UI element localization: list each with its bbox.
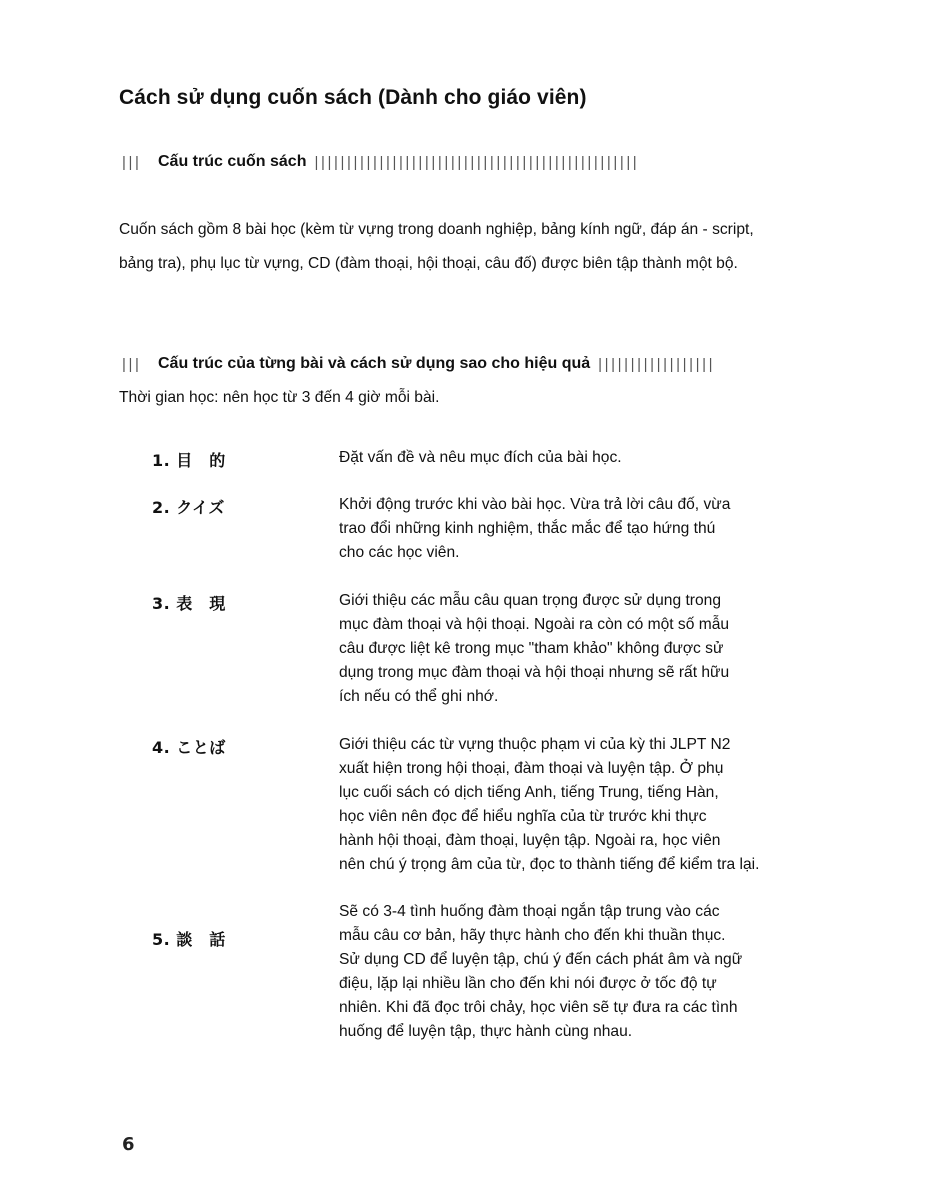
item-description-expressions	[339, 589, 779, 709]
item-label-purpose: 1. 目 的	[152, 451, 226, 470]
item-label-expressions: 3. 表 現	[152, 594, 226, 613]
item-line: Đặt vấn đề và nêu mục đích của bài học.	[339, 449, 622, 466]
section-heading-lesson-structure	[122, 352, 768, 376]
item-description-vocabulary	[339, 733, 779, 877]
item-line: học viên nên đọc để hiểu nghĩa của từ trước khi thực	[339, 808, 707, 825]
section-heading-text: Cấu trúc cuốn sách	[158, 153, 307, 170]
item-line: xuất hiện trong hội thoại, đàm thoại và luyện tập. Ở phụ	[339, 760, 724, 777]
page-number: 6	[122, 1134, 135, 1155]
item-line: trao đổi những kinh nghiệm, thắc mắc để tạo hứng thú	[339, 520, 716, 537]
study-time-text: Thời gian học: nên học từ 3 đến 4 giờ mỗi bài.	[119, 389, 440, 406]
item-line: Khởi động trước khi vào bài học. Vừa trả lời câu đố, vừa	[339, 496, 731, 513]
item-line: Sử dụng CD để luyện tập, chú ý đến cách phát âm và ngữ	[339, 951, 743, 968]
item-line: lục cuối sách có dịch tiếng Anh, tiếng Trung, tiếng Hàn,	[339, 784, 719, 801]
item-line: Giới thiệu các từ vựng thuộc phạm vi của kỳ thi JLPT N2	[339, 736, 731, 753]
item-description-quiz	[339, 493, 779, 565]
item-line: mục đàm thoại và hội thoại. Ngoài ra còn có một số mẫu	[339, 616, 730, 633]
item-line: nên chú ý trọng âm của từ, đọc to thành tiếng để kiểm tra lại.	[339, 856, 760, 873]
heading-lead-bars: |||	[122, 355, 142, 373]
item-line: dụng trong mục đàm thoại và hội thoại nhưng sẽ rất hữu	[339, 664, 730, 681]
item-line: nhiên. Khi đã đọc trôi chảy, học viên sẽ tự đưa ra các tình	[339, 999, 738, 1016]
item-description-purpose	[339, 446, 779, 470]
heading-trail-bars: ||||||||||||||||||||||||||||||||||||||||||||||||||	[314, 153, 640, 171]
item-line: điệu, lặp lại nhiều lần cho đến khi nói được ở tốc độ tự	[339, 975, 717, 992]
item-line: cho các học viên.	[339, 544, 460, 561]
section-heading-structure	[122, 150, 774, 174]
item-description-conversation	[339, 900, 779, 1044]
item-line: ích nếu có thể ghi nhớ.	[339, 688, 499, 705]
item-label-conversation: 5. 談 話	[152, 930, 226, 949]
paragraph-line: bảng tra), phụ lục từ vựng, CD (đàm thoại, hội thoại, câu đố) được biên tập thành một bộ.	[119, 255, 738, 272]
item-line: Sẽ có 3-4 tình huống đàm thoại ngắn tập trung vào các	[339, 903, 720, 920]
item-line: huống để luyện tập, thực hành cùng nhau.	[339, 1023, 633, 1040]
item-label-quiz: 2. クイズ	[152, 498, 225, 517]
heading-lead-bars: |||	[122, 153, 142, 171]
item-label-vocabulary: 4. ことば	[152, 738, 226, 757]
page-title: Cách sử dụng cuốn sách (Dành cho giáo viên)	[119, 86, 587, 109]
item-line: mẫu câu cơ bản, hãy thực hành cho đến khi thuần thục.	[339, 927, 726, 944]
book-structure-paragraph	[119, 213, 819, 281]
item-line: Giới thiệu các mẫu câu quan trọng được sử dụng trong	[339, 592, 722, 609]
paragraph-line: Cuốn sách gồm 8 bài học (kèm từ vựng trong doanh nghiệp, bảng kính ngữ, đáp án - script,	[119, 221, 754, 238]
item-line: câu được liệt kê trong mục "tham khảo" không được sử	[339, 640, 724, 657]
item-line: hành hội thoại, đàm thoại, luyện tập. Ngoài ra, học viên	[339, 832, 721, 849]
heading-trail-bars: ||||||||||||||||||	[598, 355, 716, 373]
section-heading-text: Cấu trúc của từng bài và cách sử dụng sao cho hiệu quả	[158, 355, 591, 372]
